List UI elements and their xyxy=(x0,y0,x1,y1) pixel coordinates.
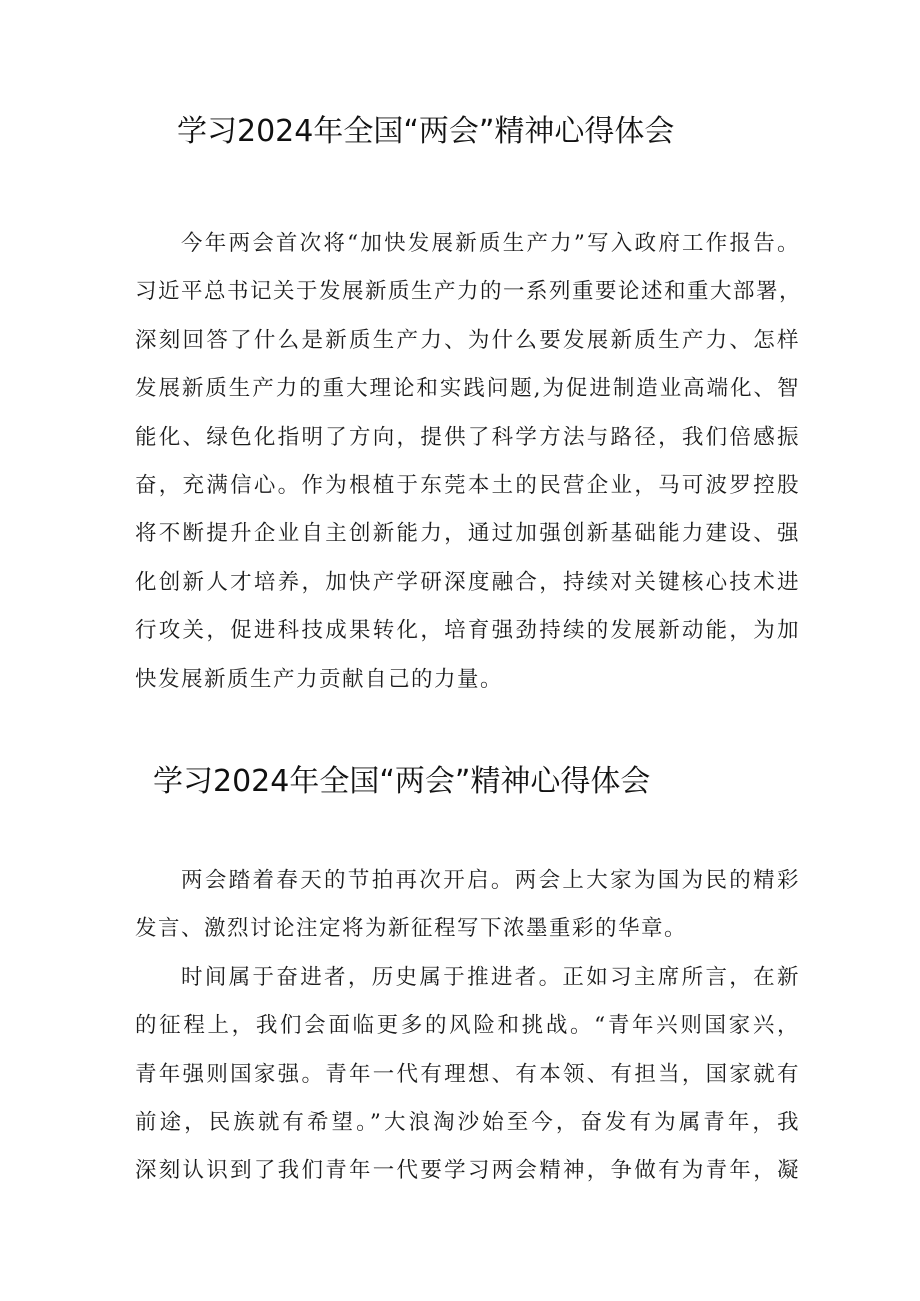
paragraph xyxy=(135,954,800,1196)
text-line: 深刻认识到了我们青年一代要学习两会精神，争做有为青年，凝 xyxy=(135,1158,800,1184)
section-2-body xyxy=(135,857,800,1196)
text-line: 发言、激烈讨论注定将为新征程写下浓墨重彩的华章。 xyxy=(135,916,688,942)
text-line: 化创新人才培养，加快产学研深度融合，持续对关键核心技术进 xyxy=(135,569,800,595)
text-line: 前途，民族就有希望。”大浪淘沙始至今，奋发有为属青年，我 xyxy=(135,1109,800,1135)
text-line: 青年强则国家强。青年一代有理想、有本领、有担当，国家就有 xyxy=(135,1061,800,1087)
text-line: 习近平总书记关于发展新质生产力的一系列重要论述和重大部署， xyxy=(135,279,803,305)
text-line: 能化、绿色化指明了方向，提供了科学方法与路径，我们倍感振 xyxy=(135,424,800,450)
paragraph xyxy=(135,857,800,954)
text-line: 奋，充满信心。作为根植于东莞本土的民营企业，马可波罗控股 xyxy=(135,472,800,498)
text-line: 深刻回答了什么是新质生产力、为什么要发展新质生产力、怎样 xyxy=(135,327,800,353)
text-line: 将不断提升企业自主创新能力，通过加强创新基础能力建设、强 xyxy=(135,521,800,547)
text-line: 行攻关，促进科技成果转化，培育强劲持续的发展新动能，为加 xyxy=(135,618,800,644)
text-line: 今年两会首次将“加快发展新质生产力”写入政府工作报告。 xyxy=(181,231,800,256)
text-line: 发展新质生产力的重大理论和实践问题,为促进制造业高端化、智 xyxy=(135,376,800,402)
text-line: 时间属于奋进者，历史属于推进者。正如习主席所言，在新 xyxy=(181,964,800,990)
section-1-body xyxy=(135,220,803,704)
text-line: 快发展新质生产力贡献自己的力量。 xyxy=(135,666,504,692)
text-line: 两会踏着春天的节拍再次开启。两会上大家为国为民的精彩 xyxy=(181,868,800,893)
section-2-title: 学习2024年全国“两会”精神心得体会 xyxy=(153,764,651,799)
text-line: 的征程上，我们会面临更多的风险和挑战。“青年兴则国家兴， xyxy=(135,1013,800,1039)
paragraph xyxy=(135,220,803,704)
section-1-title: 学习2024年全国“两会”精神心得体会 xyxy=(177,114,675,149)
